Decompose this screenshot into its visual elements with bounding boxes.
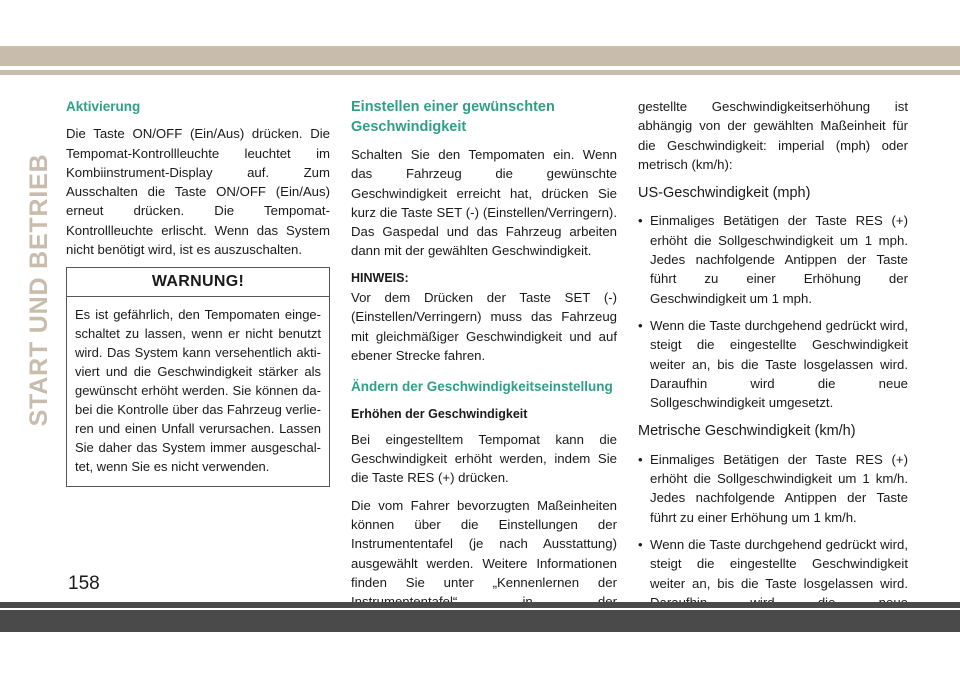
bottom-decor-line xyxy=(0,602,960,608)
heading-einstellen: Einstellen einer gewünschten Geschwindigkeit xyxy=(351,99,555,135)
column-1 xyxy=(66,97,330,487)
bottom-decor-bar xyxy=(0,610,960,632)
heading-metrische-geschwindigkeit: Metrische Geschwindigkeit (km/h) xyxy=(638,423,856,440)
list-item xyxy=(638,211,908,307)
page-number: 158 xyxy=(68,573,100,594)
top-decor-line xyxy=(0,70,960,75)
hinweis-text: Vor dem Drücken der Taste SET (-) (Einstellen/Verringern) muss das Fahrzeug mit gleichmäßiger Geschwindigkeit und auf ebener Strecke fahren. xyxy=(351,290,617,363)
hinweis-label: HINWEIS: xyxy=(351,270,409,285)
paragraph-erhoehen: Bei eingestelltem Tempomat kann die Geschwindigkeit erhöht werden, indem Sie die Taste RES (+) drücken. xyxy=(351,431,617,486)
paragraph-einstellen: Schalten Sie den Tempomaten ein. Wenn das Fahrzeug die gewünschte Geschwindigkeit erreicht hat, drücken Sie kurz die Taste SET (-) (Einstellen/Verringern). Das Gaspedal und das Fahrzeug arbeiten dann mit der gewählten Geschwindigkeit. xyxy=(351,147,617,259)
bullet-icon: • xyxy=(638,213,643,229)
bullet-icon: • xyxy=(638,451,643,467)
column-2 xyxy=(351,97,617,639)
warning-text: Es ist gefährlich, den Tempomaten eingeschaltet zu lassen, wenn er nicht benutzt wird. Das System kann versehentlich aktiviert und die Geschwindigkeit stärker als gewünscht erhöht werden. Sie können dabei die Kontrolle über das Fahrzeug verlieren und einen Unfall verursachen. Lassen Sie daher das System immer ausgeschaltet, wenn Sie es nicht verwenden. xyxy=(75,306,321,474)
bullet-icon: • xyxy=(638,317,643,333)
top-decor-bar xyxy=(0,46,960,66)
list-item xyxy=(638,450,908,527)
heading-aktivierung: Aktivierung xyxy=(66,99,141,114)
bullet-icon: • xyxy=(638,536,643,552)
list-item-text: Einmaliges Betätigen der Taste RES (+) erhöht die Sollgeschwindigkeit um 1 km/h. Jedes nachfolgende Antippen der Taste führt zu einer Erhöhung um 1 km/h. xyxy=(650,451,908,525)
warning-title: WARNUNG! xyxy=(67,268,329,296)
column-3 xyxy=(638,97,908,639)
list-item-text: Wenn die Taste durchgehend gedrückt wird, steigt die eingestellte Geschwindigkeit weiter an, bis die Taste losgelassen wird. Daraufhin wird die neue Sollgeschwindigkeit umgesetzt. xyxy=(650,317,908,411)
heading-us-geschwindigkeit: US-Geschwindigkeit (mph) xyxy=(638,185,811,202)
paragraph-fortsetzung: gestellte Geschwindigkeitserhöhung ist abhängig von der gewählten Maßeinheit für die Geschwindigkeit: imperial (mph) oder metrisch (km/h): xyxy=(638,99,908,172)
subheading-erhoehen: Erhöhen der Geschwindigkeit xyxy=(351,406,528,421)
heading-aendern: Ändern der Geschwindigkeitseinstellung xyxy=(351,379,613,395)
warning-box xyxy=(66,267,330,486)
list-item-text: Wenn die Taste durchgehend gedrückt wird, steigt die eingestellte Geschwindigkeit weiter an, bis die Taste losgelassen wird. xyxy=(650,536,908,591)
paragraph-masseinheiten: Die vom Fahrer bevorzugten Maßeinheiten können über die Einstellungen der Instrumententafel (je nach Ausstattung) ausgewählt werden. Weitere Informationen finden Sie unter „Kennenlernen der xyxy=(351,497,617,590)
list-item-text: Einmaliges Betätigen der Taste RES (+) erhöht die Sollgeschwindigkeit um 1 mph. Jedes nachfolgende Antippen der Taste führt zu einer Erhöhung der Geschwindigkeit um 1 mph. xyxy=(650,213,908,306)
list-item xyxy=(638,316,908,412)
paragraph-aktivierung: Die Taste ON/OFF (Ein/Aus) drücken. Die Tempomat-Kontrollleuchte leuchtet im Kombiinstrument-Display auf. Zum Ausschalten die Taste ON/OFF (Ein/Aus) erneut drücken. Die Tempomat-Kontrollleuchte erlischt. Wenn das System nicht benötigt wird, ist es auszuschalten. xyxy=(66,126,330,258)
section-side-label-text: START UND BETRIEB xyxy=(25,153,53,427)
